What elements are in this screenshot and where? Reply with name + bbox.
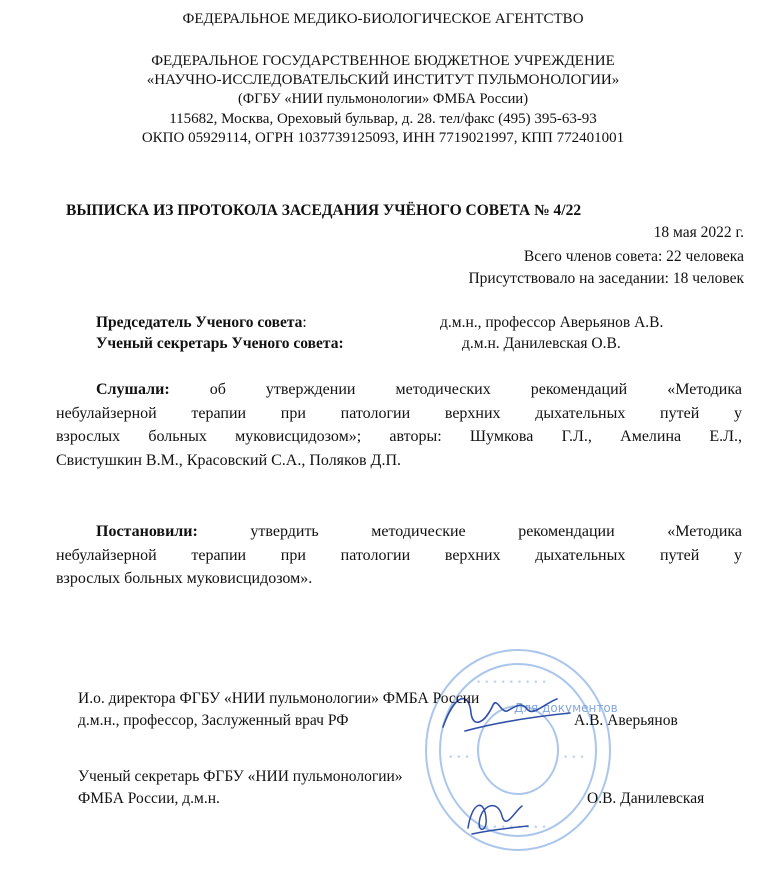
institution-line1: ФЕДЕРАЛЬНОЕ ГОСУДАРСТВЕННОЕ БЮДЖЕТНОЕ УЧРЕЖДЕНИЕ	[151, 53, 615, 69]
svg-text:• • • • • • • • •: • • • • • • • • •	[476, 678, 547, 688]
chair-colon: :	[302, 314, 307, 331]
secretary-label: Ученый секретарь Ученого совета:	[96, 335, 344, 352]
protocol-title: ВЫПИСКА ИЗ ПРОТОКОЛА ЗАСЕДАНИЯ УЧЁНОГО СОВЕТА № 4/22	[66, 202, 582, 219]
secretary-sign-name: О.В. Данилевская	[587, 790, 705, 807]
chair-row	[96, 313, 307, 333]
resolved-line-2: небулайзерной терапии при патологии верхних дыхательных путей у	[56, 546, 742, 564]
heard-line-4: Свистушкин В.М., Красовский С.А., Поляков Д.П.	[56, 451, 402, 469]
svg-text:• • •: • • •	[563, 753, 585, 763]
institution-codes: ОКПО 05929114, ОГРН 1037739125093, ИНН 7719021997, КПП 772401001	[141, 130, 625, 146]
chair-label: Председатель Ученого совета	[96, 314, 303, 331]
resolved-line-3: взрослых больных муковисцидозом».	[56, 570, 313, 587]
director-title-line1: И.о. директора ФГБУ «НИИ пульмонологии» ФМБА России	[78, 690, 480, 707]
heard-paragraph	[56, 378, 742, 472]
director-title-line2: д.м.н., профессор, Заслуженный врач РФ	[78, 712, 349, 729]
protocol-date: 18 мая 2022 г.	[653, 224, 744, 241]
heard-line-3: взрослых больных муковисцидозом»; авторы: Шумкова Г.Л., Амелина Е.Л.,	[56, 428, 742, 445]
institution-line2: «НАУЧНО-ИССЛЕДОВАТЕЛЬСКИЙ ИНСТИТУТ ПУЛЬМОНОЛОГИИ»	[146, 72, 620, 88]
agency-name: ФЕДЕРАЛЬНОЕ МЕДИКО-БИОЛОГИЧЕСКОЕ АГЕНТСТВО	[182, 11, 584, 27]
secretary-title-line2: ФМБА России, д.м.н.	[78, 790, 220, 807]
secretary-title-line1: Ученый секретарь ФГБУ «НИИ пульмонологии»	[78, 768, 403, 785]
members-total: Всего членов совета: 22 человека	[523, 248, 744, 265]
heard-label: Слушали:	[96, 381, 170, 398]
svg-text:• • •: • • •	[448, 753, 470, 763]
members-present: Присутствовало на заседании: 18 человек	[468, 270, 744, 287]
resolved-line-1: Постановили: утвердить методические рекомендации «Методика	[96, 523, 743, 540]
chair-name: д.м.н., профессор Аверьянов А.В.	[440, 314, 664, 331]
heard-line-2: небулайзерной терапии при патологии верхних дыхательных путей у	[56, 404, 742, 422]
institution-address: 115682, Москва, Ореховый бульвар, д. 28. тел/факс (495) 395-63-93	[169, 111, 597, 127]
resolved-label: Постановили:	[96, 523, 198, 540]
secretary-name: д.м.н. Данилевская О.В.	[462, 335, 621, 352]
stamp-text: Для документов	[514, 701, 618, 715]
institution-stamp	[418, 640, 618, 860]
secretary-signature	[462, 788, 532, 843]
heard-line-1: Слушали: об утверждении методических рекомендаций «Методика	[96, 381, 742, 398]
resolved-paragraph	[56, 520, 742, 591]
institution-short: (ФГБУ «НИИ пульмонологии» ФМБА России)	[237, 91, 529, 107]
director-name: А.В. Аверьянов	[574, 712, 678, 729]
svg-text:• • • • • • • • •: • • • • • • • • •	[476, 823, 547, 833]
